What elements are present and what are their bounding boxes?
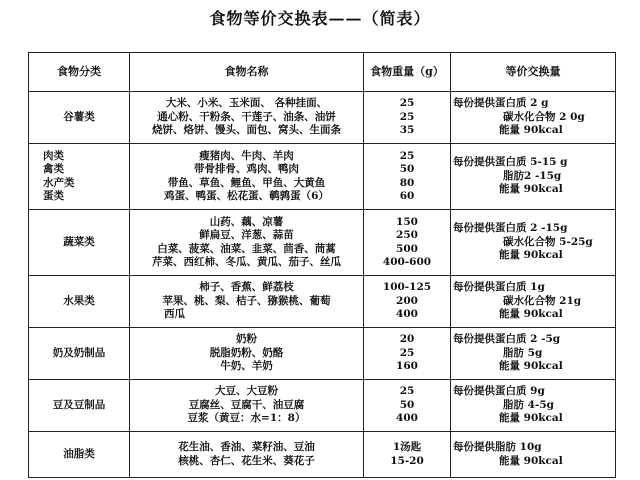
exchange-line: 每份提供蛋白质 5-15 g (453, 156, 568, 169)
food-name: 烧饼、烙饼、馒头、面包、窝头、生面条 (152, 124, 341, 137)
exchange-line: 每份提供蛋白质 2 g (453, 97, 549, 110)
table-header-row (29, 53, 616, 92)
food-weight: 25 (399, 346, 415, 359)
category-label: 谷薯类 (63, 110, 95, 123)
table-row (29, 276, 616, 328)
exchange-line: 每份提供蛋白质 1g (453, 281, 545, 294)
food-name: 大豆、大豆粉 (215, 385, 278, 398)
weight-cell (364, 432, 451, 478)
food-name: 西瓜 (164, 308, 185, 321)
exchange-line: 脂肪 5g (503, 346, 543, 359)
weight-cell (364, 328, 451, 380)
food-weight: 50 (399, 163, 415, 175)
food-name: 瘦猪肉、牛肉、羊肉 (199, 149, 294, 162)
header-name: 食物名称 (130, 53, 364, 92)
food-weight: 250 (396, 229, 418, 241)
food-weight: 400 (396, 308, 418, 321)
exchange-line: 每份提供蛋白质 2 -15g (453, 222, 568, 235)
food-name: 核桃、杏仁、花生米、葵花子 (178, 454, 315, 467)
food-weight: 35 (399, 124, 415, 137)
food-name: 脱脂奶粉、奶酪 (209, 346, 284, 359)
food-name: 花生油、香油、菜籽油、豆油 (178, 441, 315, 453)
exchange-line: 每份提供蛋白质 9g (453, 385, 545, 398)
exchange-cell (451, 210, 616, 276)
food-name: 带鱼、草鱼、鲤鱼、甲鱼、大黄鱼 (167, 176, 326, 189)
table-row (29, 328, 616, 380)
food-name: 白菜、菠菜、油菜、韭菜、茴香、茼蒿 (157, 242, 336, 255)
food-name: 苹果、桃、梨、桔子、猕猴桃、葡萄 (162, 294, 331, 307)
header-category: 食物分类 (29, 53, 130, 92)
exchange-line: 碳水化合物 2 0g (503, 110, 585, 123)
food-name: 柿子、香蕉、鲜荔枝 (199, 281, 294, 294)
exchange-line: 每份提供脂肪 10g (453, 441, 542, 453)
exchange-cell (451, 328, 616, 380)
food-weight: 200 (396, 294, 418, 307)
exchange-line: 脂肪2 -15g (503, 169, 562, 182)
food-name: 山药、藕、凉薯 (209, 215, 284, 228)
exchange-line: 能量 90kcal (499, 412, 563, 425)
food-weight: 160 (396, 360, 418, 373)
exchange-cell (451, 432, 616, 478)
exchange-line: 能量 90kcal (499, 454, 563, 467)
weight-cell (364, 144, 451, 210)
food-weight: 1汤匙 (392, 441, 422, 453)
food-name: 豆腐丝、豆腐干、油豆腐 (188, 398, 305, 411)
food-exchange-table (28, 52, 616, 478)
category-label: 水产类 (43, 176, 75, 189)
header-weight: 食物重量（g） (364, 53, 451, 92)
category-label: 禽类 (43, 163, 64, 175)
food-name: 芹菜、西红柿、冬瓜、黄瓜、茄子、丝瓜 (152, 256, 341, 268)
exchange-line: 碳水化合物 5-25g (503, 235, 593, 248)
name-cell (130, 432, 364, 478)
category-cell (29, 380, 130, 432)
exchange-line: 能量 90kcal (499, 360, 563, 373)
food-name: 通心粉、干粉条、干莲子、油条、油饼 (157, 110, 336, 123)
exchange-cell (451, 276, 616, 328)
food-name: 鲜扁豆、洋葱、蒜苗 (199, 229, 294, 241)
category-label: 水果类 (63, 294, 95, 307)
food-weight: 20 (399, 333, 415, 346)
weight-cell (364, 210, 451, 276)
category-cell (29, 276, 130, 328)
exchange-line: 能量 90kcal (499, 183, 563, 196)
exchange-line: 脂肪 4-5g (503, 398, 554, 411)
food-weight: 25 (399, 385, 415, 398)
table-row (29, 92, 616, 144)
food-weight: 400-600 (382, 256, 432, 268)
table-row (29, 380, 616, 432)
category-label: 豆及豆制品 (52, 398, 106, 411)
food-weight: 15-20 (390, 454, 424, 467)
food-name: 牛奶、羊奶 (220, 360, 273, 373)
page-title: 食物等价交换表——（简表） (209, 9, 431, 28)
food-name: 大米、小米、玉米面、 各种挂面、 (165, 97, 328, 110)
category-cell (29, 432, 130, 478)
exchange-line: 能量 90kcal (499, 124, 563, 137)
food-weight: 150 (396, 215, 418, 228)
food-weight: 25 (399, 97, 415, 110)
exchange-cell (451, 92, 616, 144)
food-weight: 400 (396, 412, 418, 425)
food-weight: 25 (399, 110, 415, 123)
name-cell (130, 210, 364, 276)
category-cell (29, 92, 130, 144)
category-label: 蛋类 (43, 190, 64, 202)
category-label: 油脂类 (63, 447, 95, 460)
exchange-line: 每份提供蛋白质 2 -5g (453, 333, 561, 346)
exchange-line: 能量 90kcal (499, 308, 563, 321)
weight-cell (364, 380, 451, 432)
exchange-cell (451, 144, 616, 210)
category-cell (29, 210, 130, 276)
exchange-cell (451, 380, 616, 432)
exchange-line: 能量 90kcal (499, 249, 563, 262)
category-label: 肉类 (43, 149, 64, 162)
weight-cell (364, 276, 451, 328)
name-cell (130, 92, 364, 144)
name-cell (130, 380, 364, 432)
category-label: 奶及奶制品 (52, 346, 106, 359)
name-cell (130, 144, 364, 210)
food-weight: 80 (399, 176, 415, 189)
table-row (29, 210, 616, 276)
name-cell (130, 328, 364, 380)
exchange-line: 碳水化合物 21g (503, 294, 582, 307)
category-label: 蔬菜类 (63, 235, 95, 248)
food-weight: 500 (396, 242, 418, 255)
food-name: 豆浆（黄豆：水=1：8） (187, 412, 306, 425)
food-weight: 50 (399, 398, 415, 411)
table-row (29, 144, 616, 210)
weight-cell (364, 92, 451, 144)
food-name: 带骨排骨、鸡肉、鸭肉 (194, 163, 299, 175)
food-weight: 100-125 (382, 281, 432, 294)
food-name: 鸡蛋、鸭蛋、松花蛋、鹌鹑蛋（6） (164, 190, 329, 202)
header-exchange: 等价交换量 (451, 53, 616, 92)
food-name: 奶粉 (236, 333, 257, 346)
category-cell (29, 144, 130, 210)
name-cell (130, 276, 364, 328)
food-weight: 60 (399, 190, 415, 202)
table-row (29, 432, 616, 478)
food-weight: 25 (399, 149, 415, 162)
category-cell (29, 328, 130, 380)
